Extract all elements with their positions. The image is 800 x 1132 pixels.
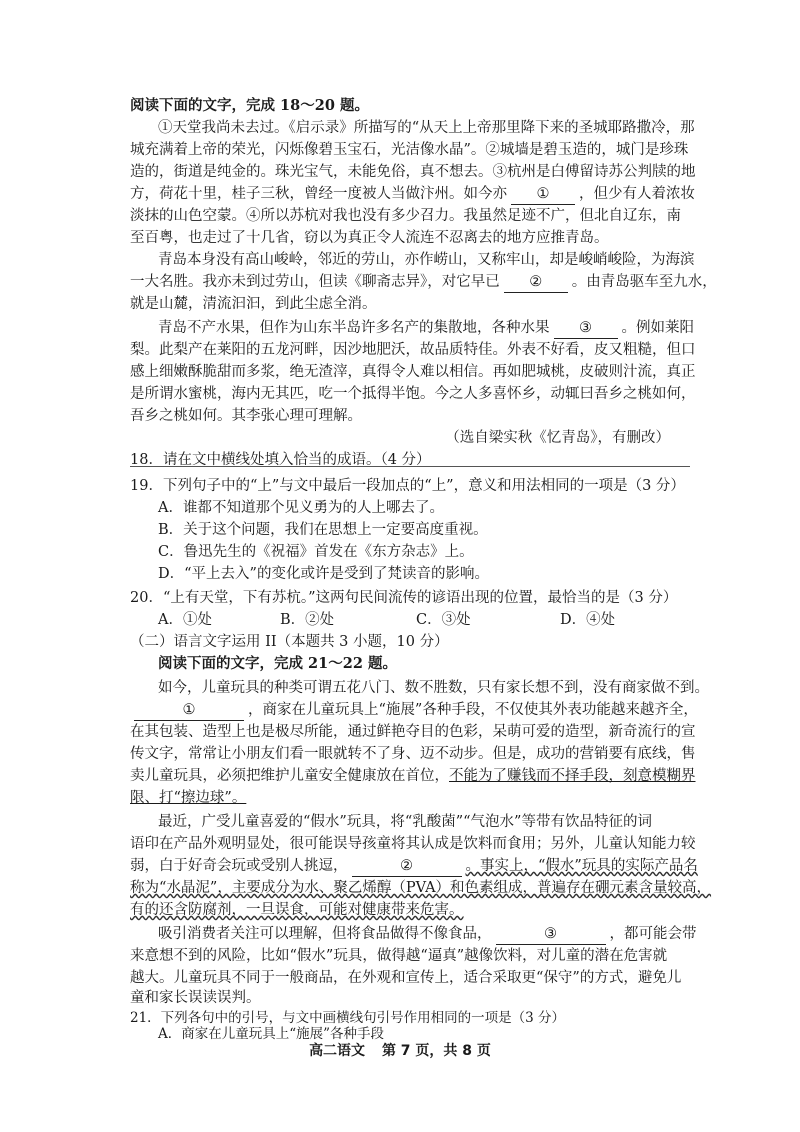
text-segment: ，但少有人着浓妆: [579, 186, 695, 202]
question-19-stem: 19．下列句子中的“上”与文中最后一段加点的“上”，意义和用法相同的一项是（3 分）: [130, 478, 685, 494]
question-21-stem: 21．下列各句中的引号，与文中画横线句引号作用相同的一项是（3 分）: [130, 1010, 566, 1026]
passage4-line: [130, 766, 696, 786]
text-segment: 卖儿童玩具，必须把维护儿童安全健康放在首位，: [130, 768, 449, 784]
text-segment: 方，荷花十里，桂子三秋，曾经一度被人当做汴州。如今亦: [130, 186, 507, 202]
passage-source: （选自梁实秋《忆青岛》，有删改）: [445, 430, 670, 446]
question-20-option-c[interactable]: C．③处: [416, 612, 471, 628]
underlined-sentence: 不能为了赚钱而不择手段，刻意模糊界: [449, 768, 696, 784]
question-19-option-c[interactable]: C．鲁迅先生的《祝福》首发在《东方杂志》上。: [158, 544, 474, 560]
answer-blank-4[interactable]: ①: [134, 700, 244, 721]
question-20-option-a[interactable]: A．①处: [158, 612, 212, 628]
section2-instruction: 阅读下面的文字，完成 21～22 题。: [158, 655, 397, 672]
text-segment: 弱，白于好奇会玩或受别人挑逗，: [130, 858, 348, 874]
wavy-underlined-text: 有的还含防腐剂，一旦误食，可能对健康带来危害。: [130, 902, 464, 918]
passage3-line: 是所谓水蜜桃，海内无其匹，吃一个抵得半饱。今之人多喜怀乡，动辄曰吾乡之桃如何，: [130, 386, 696, 402]
passage4-line: [130, 700, 698, 721]
text-segment: 。由青岛驱车至九水，: [571, 274, 717, 290]
text-segment: 青岛不产水果，但作为山东半岛许多名产的集散地，各种水果: [158, 320, 550, 336]
page-footer: [0, 1040, 800, 1060]
text-segment: 吸引消费者关注可以理解，但将食品做得不像食品，: [158, 926, 492, 942]
passage1-line: ①天堂我尚未去过。《启示录》所描写的“从天上上帝那里降下来的圣城耶路撒冷，那: [158, 120, 695, 136]
question-20-option-d[interactable]: D．④处: [560, 612, 616, 628]
passage3-line: [158, 318, 694, 339]
section1-instruction: 阅读下面的文字，完成 18～20 题。: [130, 97, 369, 114]
question-19-option-a[interactable]: A．谁都不知道那个见义勇为的人上哪去了。: [158, 500, 444, 516]
passage3-line: 感上细嫩酥脆甜而多浆，绝无渣滓，真得令人难以相信。再如肥城桃，皮破则汁流，真正: [130, 364, 696, 380]
passage1-line: 造的，街道是纯金的。珠光宝气，未能免俗，真不想去。③杭州是白傅留诗苏公判牍的地: [130, 164, 696, 180]
text-segment: 。例如莱阳: [621, 320, 694, 336]
passage6-line: 越大。儿童玩具不同于一般商品，在外观和宣传上，适合采取更“保守”的方式，避免儿: [130, 970, 682, 986]
wavy-underlined-text: 。事实上，“假水”玩具的实际产品名: [465, 858, 698, 874]
question-20-stem: 20．“上有天堂，下有苏杭。”这两句民间流传的谚语出现的位置，最恰当的是（3 分）: [130, 590, 678, 606]
passage2-line: 青岛本身没有高山峻岭，邻近的劳山，亦作崂山，又称牢山，却是峻峭峻险，为海滨: [158, 252, 695, 268]
passage2-line: 就是山麓，清流汩汩，到此尘虑全消。: [130, 296, 377, 312]
passage3-line: 吾乡之桃如何。其李张心理可理解。: [130, 408, 362, 424]
underlined-sentence: 限、打“擦边球”。: [130, 790, 247, 806]
answer-blank-6[interactable]: ③: [496, 924, 606, 945]
footer-page-number: 第 7 页，共 8 页: [381, 1043, 491, 1059]
question-20-option-b[interactable]: B．②处: [280, 612, 335, 628]
text-segment: ，都可能会带: [609, 926, 697, 942]
answer-blank-1[interactable]: ①: [511, 184, 575, 205]
footer-subject: 高二语文: [309, 1043, 366, 1059]
passage4-line: 传文字，常常让小朋友们看一眼就转不了身、迈不动步。但是，成功的营销要有底线，售: [130, 746, 696, 762]
passage5-line: 语印在产品外观明显处，很可能误导孩童将其认成是饮料而食用；另外，儿童认知能力较: [130, 836, 696, 852]
question-18: 18．请在文中横线处填入恰当的成语。（4 分）: [130, 452, 431, 468]
divider: [130, 466, 690, 467]
passage4-line: 在其包装、造型上也是极尽所能，通过鲜艳夺目的色彩，呆萌可爱的造型，新奇流行的宣: [130, 724, 696, 740]
passage1-line: 淡抹的山色空蒙。④所以苏杭对我也没有多少召力。我虽然足迹不广，但北自辽东，南: [130, 208, 681, 224]
passage3-line: 梨。此梨产在莱阳的五龙河畔，因沙地肥沃，故品质特佳。外表不好看，皮又粗糙，但口: [130, 342, 696, 358]
question-21-option-a[interactable]: A．商家在儿童玩具上“施展”各种手段: [158, 1026, 385, 1042]
passage5-line: [130, 856, 698, 877]
wavy-underlined-text: 称为“水晶泥”，主要成分为水、聚乙烯醇（PVA）和色素组成，普遍存在硼元素含量较高，: [130, 880, 712, 896]
text-segment: 一大名胜。我亦未到过劳山，但读《聊斋志异》，对它早已: [130, 274, 500, 290]
answer-blank-2[interactable]: ②: [504, 272, 568, 293]
passage2-line: [130, 272, 717, 293]
answer-blank-3[interactable]: ③: [554, 318, 618, 339]
passage1-line: 至百粤，也走过了十几省，窃以为真正令人流连不忍离去的地方应推青岛。: [130, 230, 609, 246]
passage6-line: 来意想不到的风险，比如“假水”玩具，做得越“逼真”越像饮料，对儿童的潜在危害就: [130, 948, 668, 964]
passage4-line: 如今，儿童玩具的种类可谓五花八门、数不胜数，只有家长想不到，没有商家做不到。: [158, 680, 709, 696]
answer-blank-5[interactable]: ②: [352, 856, 462, 877]
passage6-line: 童和家长误读误判。: [130, 990, 261, 1006]
passage1-line: [130, 184, 695, 205]
question-19-option-b[interactable]: B．关于这个问题，我们在思想上一定要高度重视。: [158, 522, 488, 538]
passage5-line: 最近，广受儿童喜爱的“假水”玩具，将“乳酸菌”“气泡水”等带有饮品特征的词: [158, 814, 652, 830]
question-19-option-d[interactable]: D．“平上去入”的变化或许是受到了梵读音的影响。: [158, 566, 489, 582]
section2-heading: （二）语言文字运用 II（本题共 3 小题，10 分）: [130, 634, 449, 650]
passage1-line: 城充满着上帝的荣光，闪烁像碧玉宝石，光洁像水晶”。②城墙是碧玉造的，城门是珍珠: [130, 142, 689, 158]
text-segment: ，商家在儿童玩具上“施展”各种手段，不仅使其外表功能越来越齐全，: [248, 702, 698, 718]
passage6-line: [158, 924, 697, 945]
